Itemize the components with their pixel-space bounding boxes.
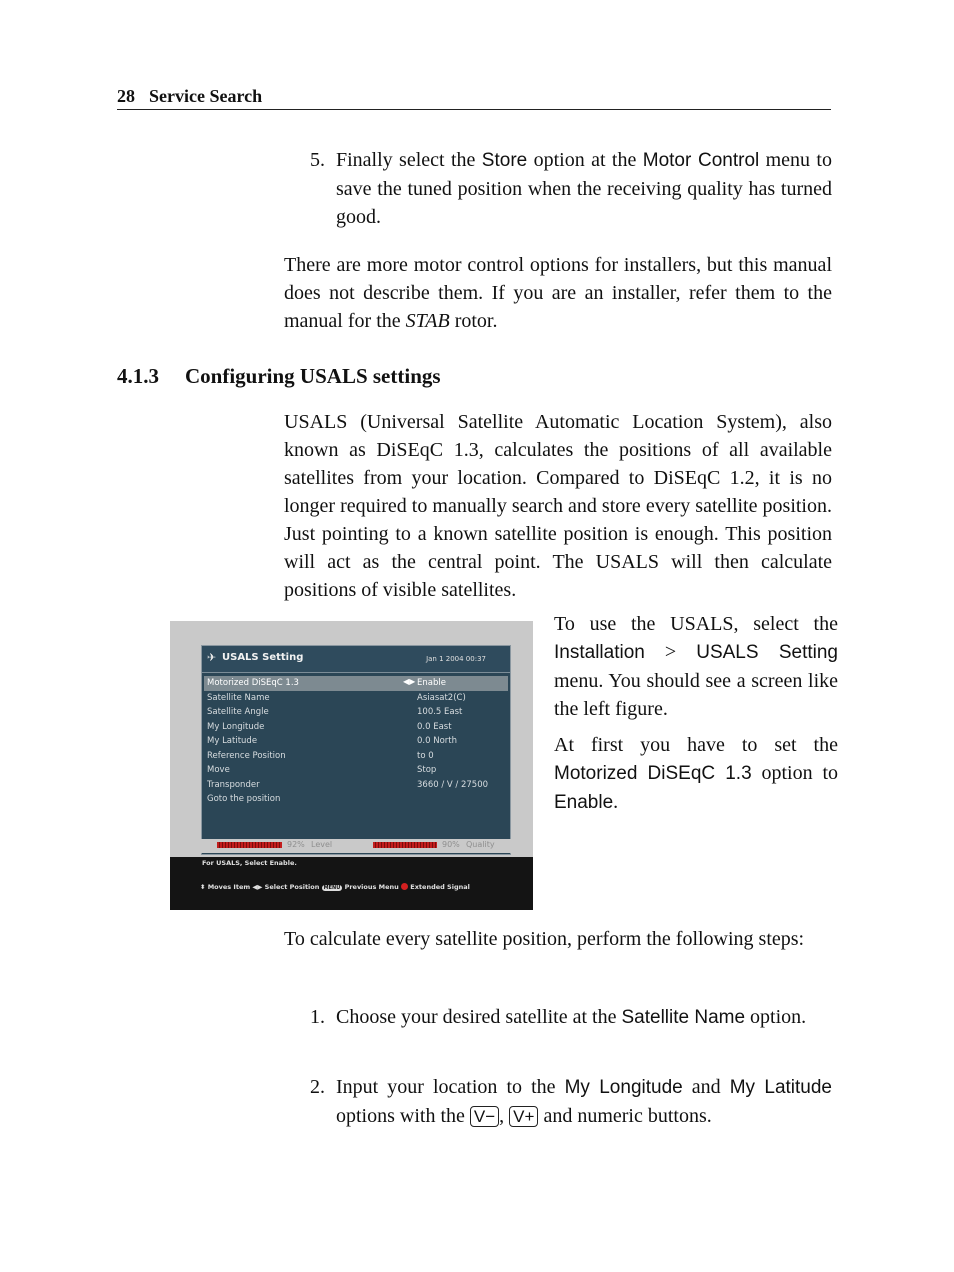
tv-menu-panel (201, 645, 511, 855)
paragraph-steps-intro: To calculate every satellite position, perform the following steps: (284, 928, 805, 950)
step-1 (310, 1003, 832, 1032)
stab-term: STAB (405, 310, 450, 332)
tv-row-label: Motorized DiSEqC 1.3 (207, 678, 299, 688)
step-number: 1. (310, 1006, 325, 1028)
quality-bar (373, 842, 437, 848)
section-title: Configuring USALS settings (185, 364, 441, 388)
paragraph-usals: USALS (Universal Satellite Automatic Location System), also known as DiSEqC 1.3, calculates the positions of all available satellites from your location. Compared to DiSEqC 1.2, it is no longer required to manually search and store every satellite position. Just pointing to a known satellite position is enough. This position will act as the central point. The USALS will then calculate positions of visible satellites. (284, 411, 832, 601)
quality-percent: 90% (442, 840, 460, 849)
ui-term-my-latitude: My Latitude (729, 1077, 832, 1098)
tv-row-value: Enable (417, 678, 446, 688)
tv-menu-title: USALS Setting (222, 652, 304, 663)
chapter-title: Service Search (149, 86, 263, 106)
step-number: 2. (310, 1076, 325, 1098)
tv-key-legend: ⬍ Moves Item ◀▶ Select Position MENU Previous Menu Extended Signal (200, 883, 470, 891)
tv-menu-row (202, 691, 510, 706)
paragraph-installers: There are more motor control options for installers, but this manual does not describe them. If you are an installer, refer them to the manual for the STAB rotor. (284, 254, 832, 332)
ui-term-my-longitude: My Longitude (564, 1077, 683, 1098)
tv-row-label: Satellite Name (207, 692, 270, 703)
up-down-arrows-icon: ⬍ (200, 883, 206, 891)
tv-row-label: Reference Position (207, 750, 286, 761)
tv-menu-row (202, 763, 510, 778)
step-text: Choose your desired satellite at the Satellite Name option. (336, 1006, 807, 1028)
tv-menu-row (202, 705, 510, 720)
side-paragraph-1: To use the USALS, select the Installation > USALS Setting menu. You should see a screen like the left figure. (554, 613, 838, 720)
signal-meters (201, 839, 511, 853)
section-number: 4.1.3 (117, 364, 159, 388)
tv-date: Jan 1 2004 00:37 (426, 655, 486, 663)
tv-row-value: 100.5 East (417, 707, 463, 717)
tv-row-value: 0.0 North (417, 736, 457, 746)
step-2 (310, 1073, 832, 1130)
tv-menu-row (202, 734, 510, 749)
tv-menu-row (204, 676, 508, 691)
step-5 (310, 146, 832, 231)
section-heading (117, 364, 441, 389)
running-header (117, 86, 831, 110)
ui-term-motor-control: Motor Control (642, 150, 760, 171)
usals-setting-screenshot (170, 621, 533, 910)
tv-row-label: Move (207, 765, 230, 775)
v-minus-key: V− (470, 1106, 499, 1127)
step-number: 5. (310, 149, 325, 171)
level-bar (217, 842, 282, 848)
menu-key-icon: MENU (323, 885, 341, 891)
tv-hint: For USALS, Select Enable. (202, 859, 297, 867)
side-paragraph-2: At first you have to set the Motorized DiSEqC 1.3 option to Enable. (554, 734, 839, 813)
ui-term-store: Store (481, 150, 528, 171)
tv-menu-row (202, 778, 510, 793)
tv-row-label: Satellite Angle (207, 707, 269, 717)
level-percent: 92% (287, 840, 305, 849)
tv-row-value: Stop (417, 765, 437, 775)
red-button-icon (401, 883, 408, 890)
level-label: Level (311, 840, 333, 849)
tv-title-bar (202, 646, 510, 673)
tv-menu-row (202, 720, 510, 735)
tv-row-value: Asiasat2(C) (417, 692, 466, 703)
tv-row-value: 0.0 East (417, 721, 452, 732)
page-number: 28 (117, 86, 135, 106)
tv-footer (170, 857, 533, 910)
tv-row-value: to 0 (417, 750, 434, 761)
left-right-arrows-icon: ◀▶ (403, 677, 416, 686)
ui-term-usals-setting: USALS Setting (696, 642, 838, 663)
satellite-dish-icon: ✈ (207, 651, 217, 664)
quality-label: Quality (466, 840, 495, 849)
ui-term-satellite-name: Satellite Name (621, 1007, 746, 1028)
tv-row-label: Goto the position (207, 794, 281, 804)
ui-term-enable: Enable (554, 792, 614, 813)
left-right-arrows-icon: ◀▶ (252, 883, 263, 891)
tv-menu-row (202, 792, 510, 807)
ui-term-installation: Installation (554, 642, 645, 663)
tv-row-value: 3660 / V / 27500 (417, 779, 489, 790)
tv-row-label: Transponder (207, 779, 260, 790)
tv-menu-rows (202, 676, 510, 807)
tv-row-label: My Latitude (207, 736, 258, 746)
step-text: Finally select the Store option at the Motor Control menu to save the tuned position when the receiving quality has turned good. (336, 149, 832, 228)
tv-row-label: My Longitude (207, 721, 265, 732)
v-plus-key: V+ (509, 1106, 538, 1127)
tv-menu-row (202, 749, 510, 764)
ui-term-motorized-diseqc: Motorized DiSEqC 1.3 (554, 763, 752, 784)
step-text: Input your location to the My Longitude and My Latitude options with the V− , V+ and numeric buttons. (336, 1076, 832, 1127)
